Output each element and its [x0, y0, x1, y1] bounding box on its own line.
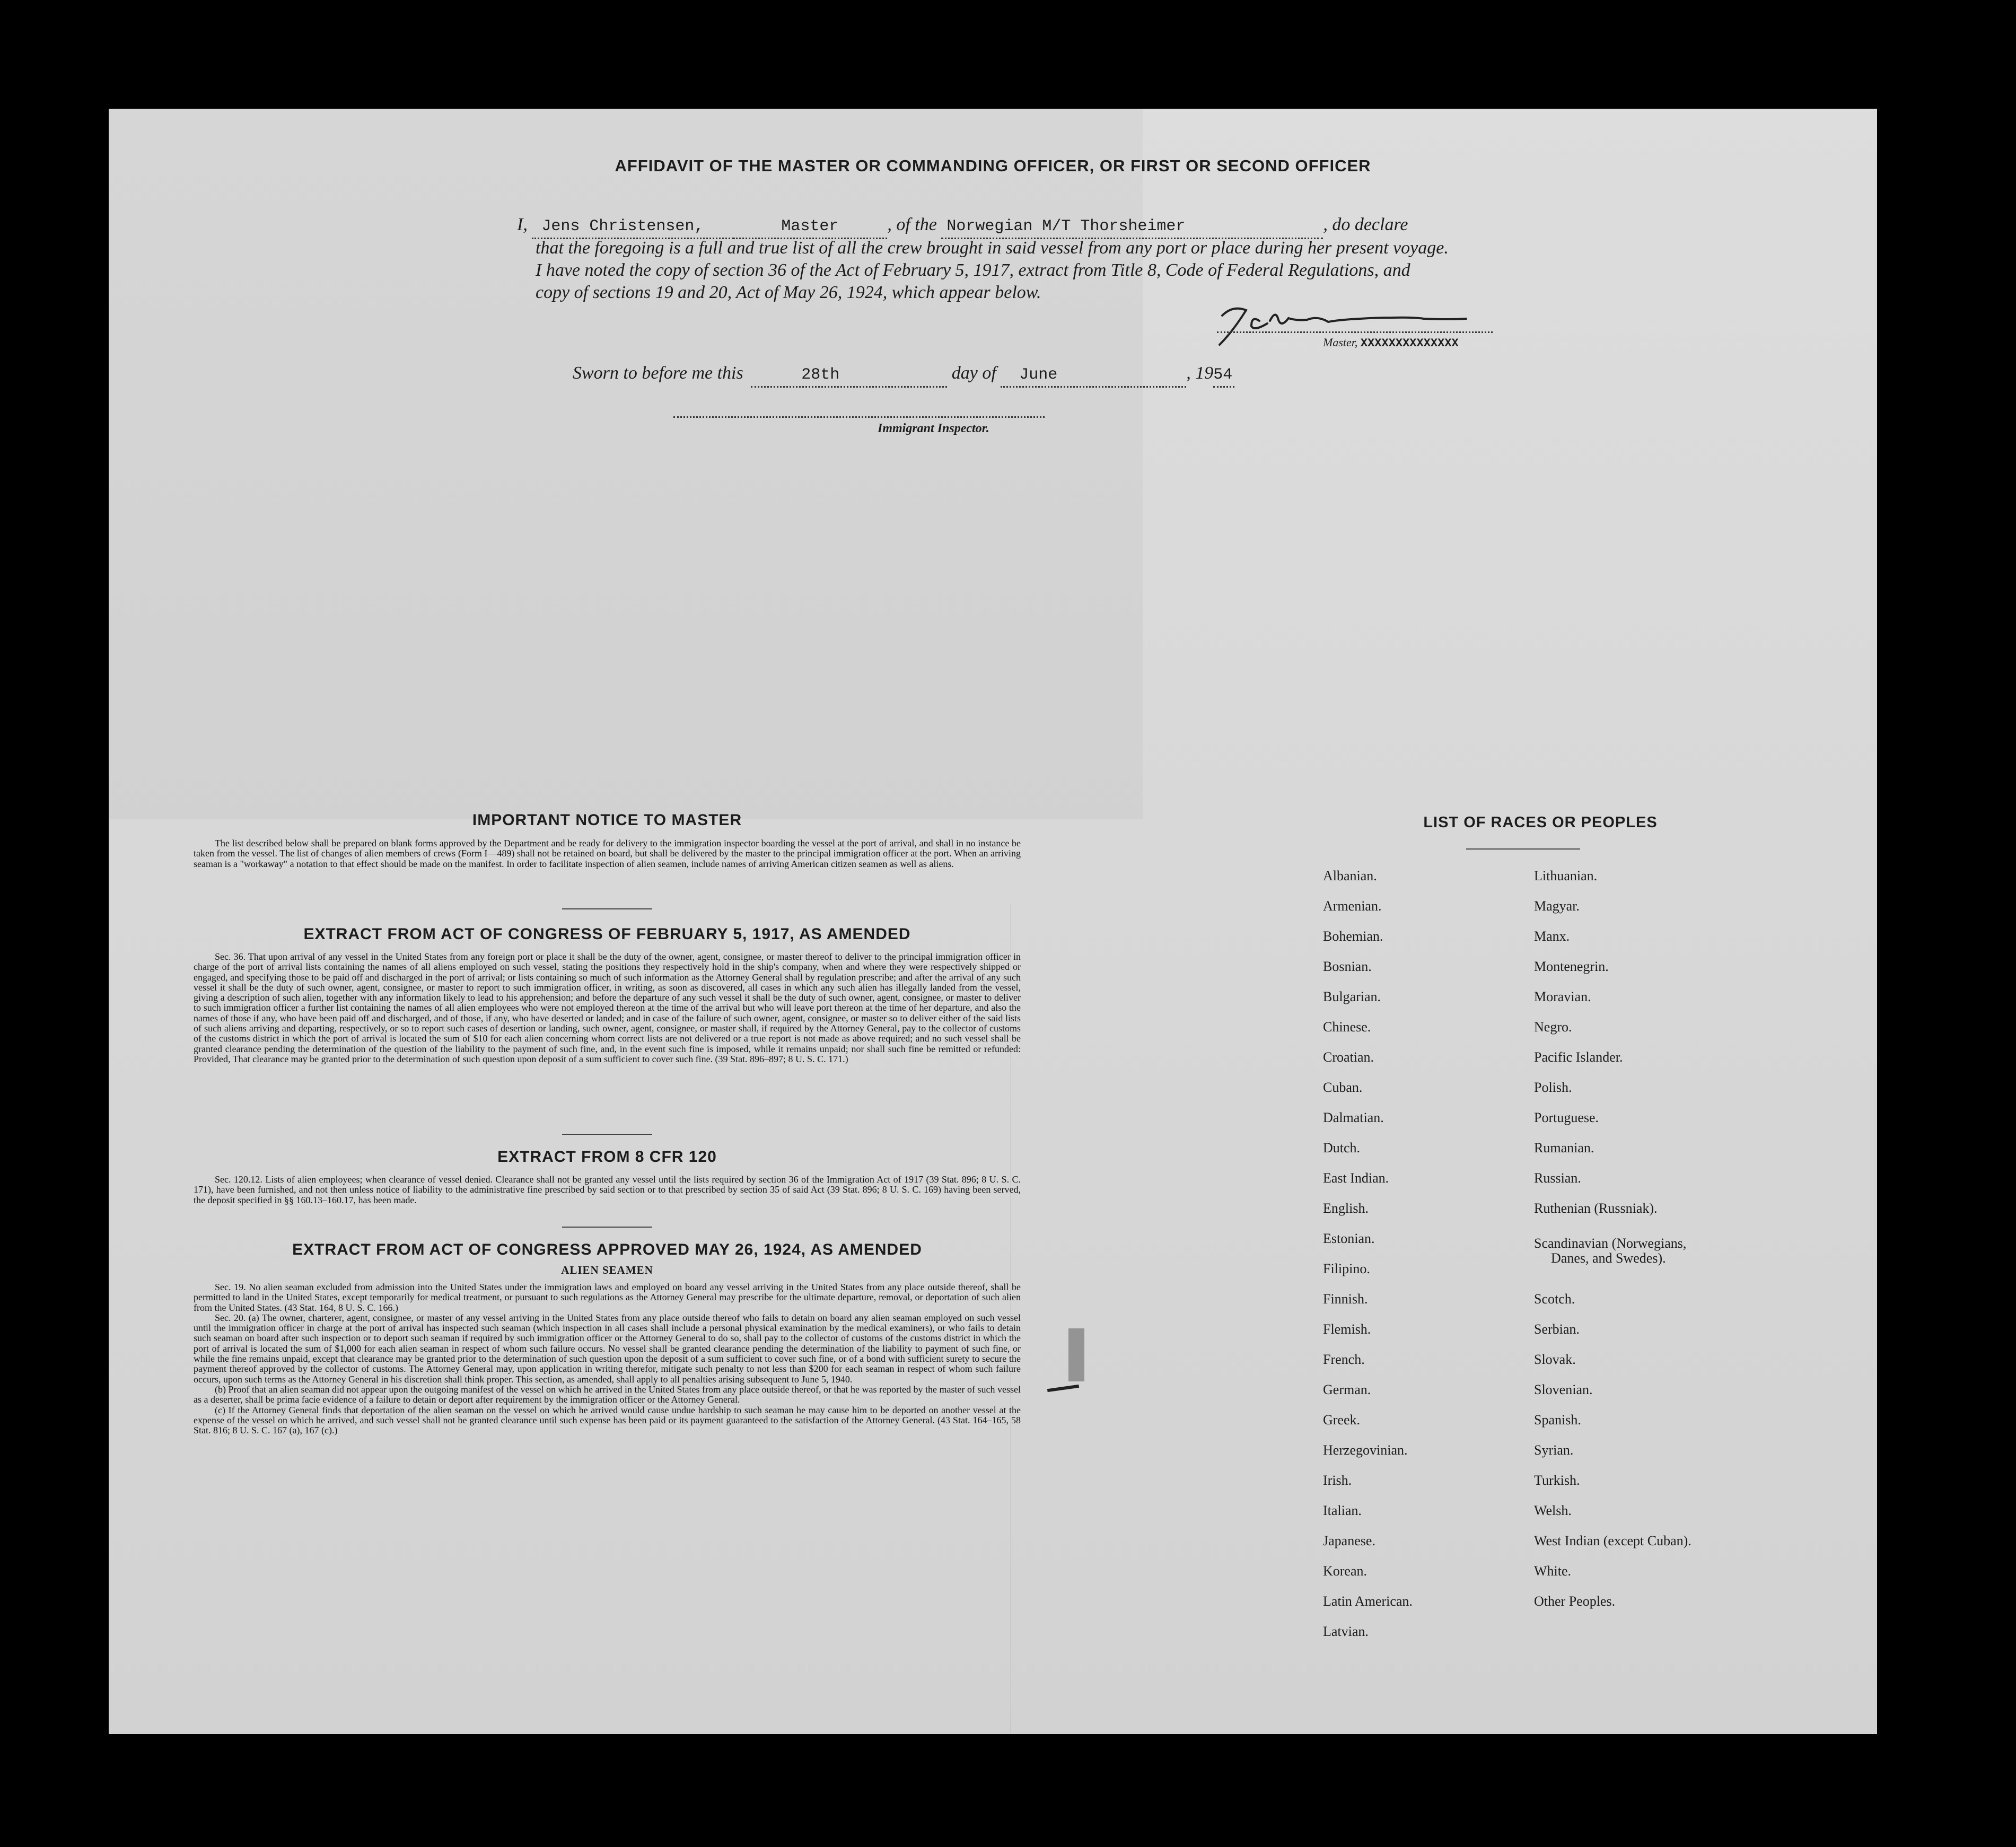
punch-hole — [1882, 1217, 1910, 1246]
do-declare-label: , do declare — [1323, 215, 1408, 234]
month-value: June — [1019, 366, 1058, 384]
sworn-line — [573, 362, 1234, 388]
sec20c-text: (c) If the Attorney General finds that deportation of the alien seaman on the vessel on which he arrived would cause undue hardship to such seaman he may cause him to be deported on another vessel at the expense of the vessel on which he arrived, and such vessel shall not be granted clearance until such expense has been paid or its payment guaranteed to the satisfaction of the Attorney General. (43 Stat. 164–165, 58 Stat. 816; 8 U. S. C. 167 (a), 167 (c).) — [194, 1404, 1021, 1436]
race-item: West Indian (except Cuban). — [1534, 1533, 1691, 1548]
vessel-field — [941, 214, 1323, 239]
race-item: Lithuanian. — [1534, 868, 1598, 883]
extract-cfr-title: EXTRACT FROM 8 CFR 120 — [497, 1148, 717, 1166]
divider — [562, 908, 652, 909]
race-item: Herzegovinian. — [1323, 1442, 1408, 1458]
race-item: Negro. — [1534, 1019, 1572, 1035]
name-value: Jens Christensen, — [541, 217, 704, 235]
declaration-line-2: that the foregoing is a full and true list of all the crew brought in said vessel from any port or place during her present voyage. — [536, 238, 1449, 258]
of-the-label: , of the — [887, 215, 937, 234]
races-left-column — [1323, 861, 1524, 1647]
declaration-line-4: copy of sections 19 and 20, Act of May 26, 1924, which appear below. — [536, 283, 1041, 302]
race-item: Latvian. — [1323, 1624, 1369, 1639]
sec20b-text: (b) Proof that an alien seaman did not appear upon the outgoing manifest of the vessel on which he arrived in the United States from any place outside thereof, or that he was reported by the master of such vessel as a deserter, shall be prima facie evidence of a failure to detain or deport after requirement by the immigration officer or the Attorney General. — [194, 1384, 1021, 1405]
race-item: Dutch. — [1323, 1140, 1361, 1156]
vessel-value: Norwegian M/T Thorsheimer — [946, 217, 1186, 235]
signature-role — [1323, 336, 1459, 350]
race-item: Serbian. — [1534, 1321, 1580, 1337]
race-item: East Indian. — [1323, 1170, 1389, 1186]
races-title: LIST OF RACES OR PEOPLES — [1423, 814, 1658, 831]
document-page — [109, 109, 1877, 1734]
divider — [1466, 848, 1580, 850]
race-item: Russian. — [1534, 1170, 1581, 1186]
punch-hole — [1882, 1127, 1910, 1156]
race-item: Magyar. — [1534, 898, 1580, 914]
day-value: 28th — [801, 366, 840, 384]
race-item: Spanish. — [1534, 1412, 1581, 1428]
race-item: Bulgarian. — [1323, 989, 1381, 1004]
scan-mark — [1047, 1385, 1079, 1392]
race-item: Scotch. — [1534, 1291, 1575, 1307]
month-field — [1001, 362, 1186, 388]
race-item: Irish. — [1323, 1473, 1352, 1488]
signature-line — [1217, 331, 1493, 333]
punch-hole — [1882, 187, 1910, 215]
race-item: Finnish. — [1323, 1291, 1368, 1307]
inspector-label: Immigrant Inspector. — [878, 422, 989, 435]
signature-role-struck: XXXXXXXXXXXXXX — [1360, 337, 1459, 350]
race-item: Croatian. — [1323, 1049, 1374, 1065]
race-item: Japanese. — [1323, 1533, 1375, 1548]
race-item: Flemish. — [1323, 1321, 1371, 1337]
declaration-line-1 — [517, 214, 1684, 239]
race-item: Welsh. — [1534, 1503, 1572, 1518]
race-item: Manx. — [1534, 929, 1570, 944]
race-item: Montenegrin. — [1534, 959, 1609, 974]
rank-field — [733, 214, 887, 239]
punch-hole — [1882, 545, 1910, 574]
race-item: German. — [1323, 1382, 1371, 1397]
year-value: 54 — [1213, 366, 1233, 384]
race-item: Cuban. — [1323, 1080, 1363, 1095]
day-of-label: day of — [951, 363, 996, 383]
race-item: Filipino. — [1323, 1261, 1370, 1276]
punch-hole — [1882, 1575, 1910, 1604]
extract-cfr-text: Sec. 120.12. Lists of alien employees; when clearance of vessel denied. Clearance shall not be granted any vessel until the lists required by section 36 of the Immigration Act of 1917 (39 Stat. 896; 8 U. S. C. 171), have been furnished, and not then unless notice of liability to the administrative fine prescribed by said section or to that prescribed by section 35 of said Act (39 Stat. 896; 8 U. S. C. 169) having been served, the deposit specified in §§ 160.13–160.17, has been made. — [194, 1174, 1021, 1205]
race-item: Ruthenian (Russniak). — [1534, 1201, 1658, 1216]
race-item: Chinese. — [1323, 1019, 1371, 1035]
race-item: Polish. — [1534, 1080, 1572, 1095]
rank-value: Master — [781, 217, 839, 235]
race-item: English. — [1323, 1201, 1369, 1216]
extract-1924-title: EXTRACT FROM ACT OF CONGRESS APPROVED MAY 26, 1924, AS AMENDED — [292, 1241, 922, 1258]
alien-seamen-subtitle: ALIEN SEAMEN — [561, 1264, 653, 1276]
name-field — [532, 214, 733, 239]
race-item: Italian. — [1323, 1503, 1362, 1518]
i-label: I, — [517, 215, 528, 234]
divider — [562, 1134, 652, 1135]
race-item: Slovak. — [1534, 1352, 1576, 1367]
race-item: Pacific Islander. — [1534, 1049, 1623, 1065]
race-item: Turkish. — [1534, 1473, 1580, 1488]
signature-role-label: Master, — [1323, 336, 1358, 349]
race-item: Syrian. — [1534, 1442, 1574, 1458]
divider — [562, 1227, 652, 1228]
races-right-column — [1534, 861, 1810, 1616]
declaration-line-3: I have noted the copy of section 36 of the Act of February 5, 1917, extract from Title 8, Code of Federal Regulations, and — [536, 260, 1410, 280]
day-field — [751, 362, 947, 388]
sworn-label: Sworn to before me this — [573, 363, 743, 383]
notice-title: IMPORTANT NOTICE TO MASTER — [472, 811, 742, 829]
race-item: Other Peoples. — [1534, 1594, 1616, 1609]
race-item: Albanian. — [1323, 868, 1377, 883]
race-item: Armenian. — [1323, 898, 1382, 914]
race-item: Bosnian. — [1323, 959, 1372, 974]
year-field — [1213, 362, 1234, 388]
race-item: Korean. — [1323, 1563, 1368, 1579]
inspector-signature-line — [673, 416, 1045, 418]
affidavit-title: AFFIDAVIT OF THE MASTER OR COMMANDING OFFICER, OR FIRST OR SECOND OFFICER — [615, 156, 1371, 175]
race-item: Latin American. — [1323, 1594, 1413, 1609]
race-item-continuation: Danes, and Swedes). — [1551, 1250, 1666, 1266]
punch-hole — [1882, 272, 1910, 300]
extract-1917-text: Sec. 36. That upon arrival of any vessel in the United States from any foreign port or place it shall be the duty of the owner, agent, consignee, or master thereof to deliver to the principal immigration officer in charge of the port of arrival lists containing the names of all aliens employed on such vessel, stating the positions they respectively hold in the ship's company, when and where they were respectively shipped or engaged, and specifying those to be paid off and discharged in the port of arrival; or lists containing so much of such information as the Attorney General shall by regulation prescribe; and after the arrival of any such vessel it shall be the duty of such owner, agent, consignee, or master to report to such immigration officer, in writing, as soon as discovered, all cases in which any such alien has illegally landed from the vessel, giving a description of such alien, together with any information likely to lead to his apprehension; and before the departure of any such vessel it shall be the duty of such owner, agent, consignee, or master to deliver to such immigration officer a further list containing the names of all alien employees who were not employed thereon at the time of the arrival but who will leave port thereon at the time of her departure, and also the names of those if any, who have been paid off and discharged, and of those, if any, who have deserted or landed; and in case of the failure of such owner, agent, consignee, or master so to deliver either of the said lists of such aliens arriving and departing, respectively, or so to report such cases of desertion or landing, such owner, agent, consignee, or master shall, if required by the Attorney General, pay to the collector of customs of the customs district in which the port of arrival is located the sum of $10 for each alien concerning whom correct lists are not delivered or a true report is not made as above required; and no such vessel shall be granted clearance pending the determination of the question of the liability to the payment of such fine, and, in the event such fine is imposed, while it remains unpaid; nor shall such fine be remitted or refunded: Provided, That clearance may be granted prior to the determination of such question upon deposit of a sum sufficient to cover such fine. (39 Stat. 896–897; 8 U. S. C. 171.) — [194, 951, 1021, 1064]
extract-1917-title: EXTRACT FROM ACT OF CONGRESS OF FEBRUARY 5, 1917, AS AMENDED — [303, 925, 911, 943]
race-item: Greek. — [1323, 1412, 1361, 1428]
race-item: Slovenian. — [1534, 1382, 1593, 1397]
race-item: Dalmatian. — [1323, 1110, 1384, 1125]
notice-text: The list described below shall be prepared on blank forms approved by the Department and be ready for delivery to the immigration inspector boarding the vessel at the port of arrival, and shall in no instance be taken from the vessel. The list of changes of alien members of crews (Form I—489) shall not be retained on board, but shall be delivered by the master to the principal immigration officer at the port. When an arriving seaman is a "workaway" a notation to that effect should be made on the manifest. In order to facilitate inspection of alien seamen, include names of arriving American citizen seamen as well as aliens. — [194, 838, 1021, 869]
race-item: French. — [1323, 1352, 1365, 1367]
sec20a-text: Sec. 20. (a) The owner, charterer, agent, consignee, or master of any vessel arriving in the United States from any place outside thereof who fails to detain on board any alien seaman employed on such vessel until the immigration officer in charge at the port of arrival has inspected such seaman (which inspection in all cases shall include a personal physical examination by the medical examiners), or who fails to detain such seaman on board after such inspection or to deport such seaman if required by such immigration officer or the Attorney General to do so, shall pay to the collector of customs of the customs district in which the port of arrival is located the sum of $1,000 for each alien seaman in respect of whom such failure occurs. No vessel shall be granted clearance pending the determination of the liability to payment of such fine, or while the fine remains unpaid, except that clearance may be granted prior to the determination of such question upon the deposit of a sum sufficient to cover such fine, or of a bond with sufficient surety to secure the payment thereof approved by the collector of customs. The Attorney General may, upon application in writing therefor, mitigate such penalty to not less than $200 for each seaman in respect of whom such failure occurs, upon such terms as the Attorney General in his discretion shall think proper. This section, as amended, shall apply to all penalties arising subsequent to June 5, 1940. — [194, 1312, 1021, 1385]
punch-hole — [1882, 1486, 1910, 1515]
race-item-scandinavian — [1534, 1223, 1810, 1284]
year-prefix: , 19 — [1186, 363, 1214, 383]
punch-hole — [1882, 635, 1910, 664]
scan-mark — [1068, 1328, 1084, 1381]
race-item: White. — [1534, 1563, 1572, 1579]
sec19-text: Sec. 19. No alien seaman excluded from admission into the United States under the immigration laws and employed on board any vessel arriving in the United States from any place outside thereof, shall be permitted to land in the United States, except temporarily for medical treatment, or pursuant to such regulations as the Attorney General may prescribe for the ultimate departure, removal, or deportation of such alien from the United States. (43 Stat. 164, 8 U. S. C. 166.) — [194, 1282, 1021, 1313]
race-item: Moravian. — [1534, 989, 1591, 1004]
race-item: Rumanian. — [1534, 1140, 1594, 1156]
race-item: Bohemian. — [1323, 929, 1383, 944]
race-item: Scandinavian (Norwegians, — [1534, 1236, 1687, 1251]
race-item: Portuguese. — [1534, 1110, 1599, 1125]
extract-1924-body — [194, 1282, 1021, 1435]
race-item: Estonian. — [1323, 1231, 1375, 1246]
